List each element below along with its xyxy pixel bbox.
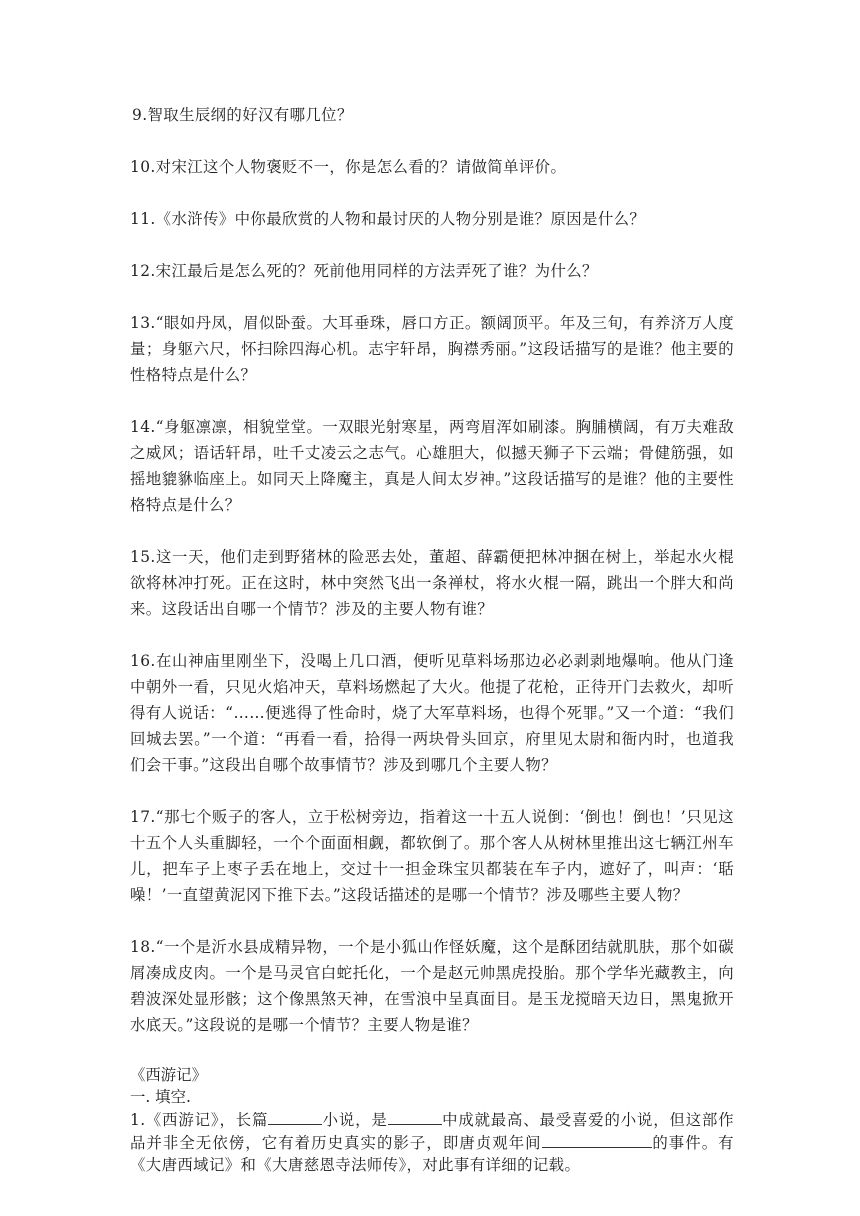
question-11: 11.《水浒传》中你最欣赏的人物和最讨厌的人物分别是谁？原因是什么？ [130,210,646,228]
fill-text-2: 小说，是 [322,1111,388,1129]
blank-2 [388,1108,442,1125]
document-page [130,102,734,1176]
fill-text-1: 1.《西游记》，长篇 [130,1111,269,1129]
question-13: 13.“眼如丹凤，眉似卧蚕。大耳垂珠，唇口方正。额阔顶平。年及三旬，有养济万人度量；身躯六尺，怀扫除四海心机。志宇轩昂，胸襟秀丽。”这段话描写的是谁？他主要的性格特点是什么？ [130,314,734,384]
question-17: 17.“那七个贩子的客人，立于松树旁边，指着这一十五人说倒：‘倒也！倒也！’只见这十五个人头重脚轻，一个个面面相觑，都软倒了。那个客人从树林里推出这七辆江州车儿，把车子上枣子丢在地上，交过十一担金珠宝贝都装在车子内，遮好了，叫声：‘聒噪！’一直望黄泥冈下推下去。”这段话描述的是哪一个情节？涉及哪些主要人物？ [130,808,734,904]
question-10: 10.对宋江这个人物褒贬不一，你是怎么看的？请做简单评价。 [130,158,567,176]
section-subtitle: 一. 填空. [130,1088,191,1106]
blank-1 [268,1108,322,1125]
question-12: 12.宋江最后是怎么死的？死前他用同样的方法弄死了谁？为什么？ [130,262,598,280]
question-15: 15.这一天，他们走到野猪林的险恶去处，董超、薛霸便把林冲捆在树上，举起水火棍欲将林冲打死。正在这时，林中突然飞出一条禅杖，将水火棍一隔，跳出一个胖大和尚来。这段话出自哪一个情节？涉及的主要人物有谁？ [130,548,734,618]
fill-in-question-1 [130,1108,734,1176]
question-14: 14.“身躯凛凛，相貌堂堂。一双眼光射寒星，两弯眉浑如刷漆。胸脯横阔，有万夫难敌之威风；语话轩昂，吐千丈凌云之志气。心雄胆大，似撼天狮子下云端；骨健筋强，如摇地貔貅临座上。如同天上降魔主，真是人间太岁神。”这段话描写的是谁？他的主要性格特点是什么？ [130,418,734,514]
question-16: 16.在山神庙里刚坐下，没喝上几口酒，便听见草料场那边必必剥剥地爆响。他从门逢中朝外一看，只见火焰冲天，草料场燃起了大火。他提了花枪，正待开门去救火，却听得有人说话：“……便逃得了性命时，烧了大军草料场，也得个死罪。”又一个道：“我们回城去罢。”一个道：“再看一看，拾得一两块骨头回京，府里见太尉和衙内时，也道我们会干事。”这段出自哪个故事情节？涉及到哪几个主要人物？ [130,652,734,774]
fill-text-4: 的事件。有《大唐西域记》和《大唐慈恩寺法师传》，对此事有详细的记载。 [130,1134,734,1174]
blank-3 [542,1131,652,1148]
fill-text-3: 中成就最高、最受喜爱的小说，但这部作品并非全无依傍，它有着历史真实的影子，即唐贞观年间 [130,1111,735,1152]
question-9: 9.智取生辰纲的好汉有哪几位？ [132,106,353,124]
section-title: 《西游记》 [130,1066,207,1084]
question-18: 18.“一个是沂水县成精异物，一个是小狐山作怪妖魔，这个是酥团结就肌肤，那个如碳屑凑成皮肉。一个是马灵官白蛇托化，一个是赵元帅黑虎投胎。那个学华光藏教主，向碧波深处显形骸；这个像黑煞天神，在雪浪中呈真面目。是玉龙搅暗天边日，黑鬼掀开水底天。”这段说的是哪一个情节？主要人物是谁？ [130,938,734,1034]
